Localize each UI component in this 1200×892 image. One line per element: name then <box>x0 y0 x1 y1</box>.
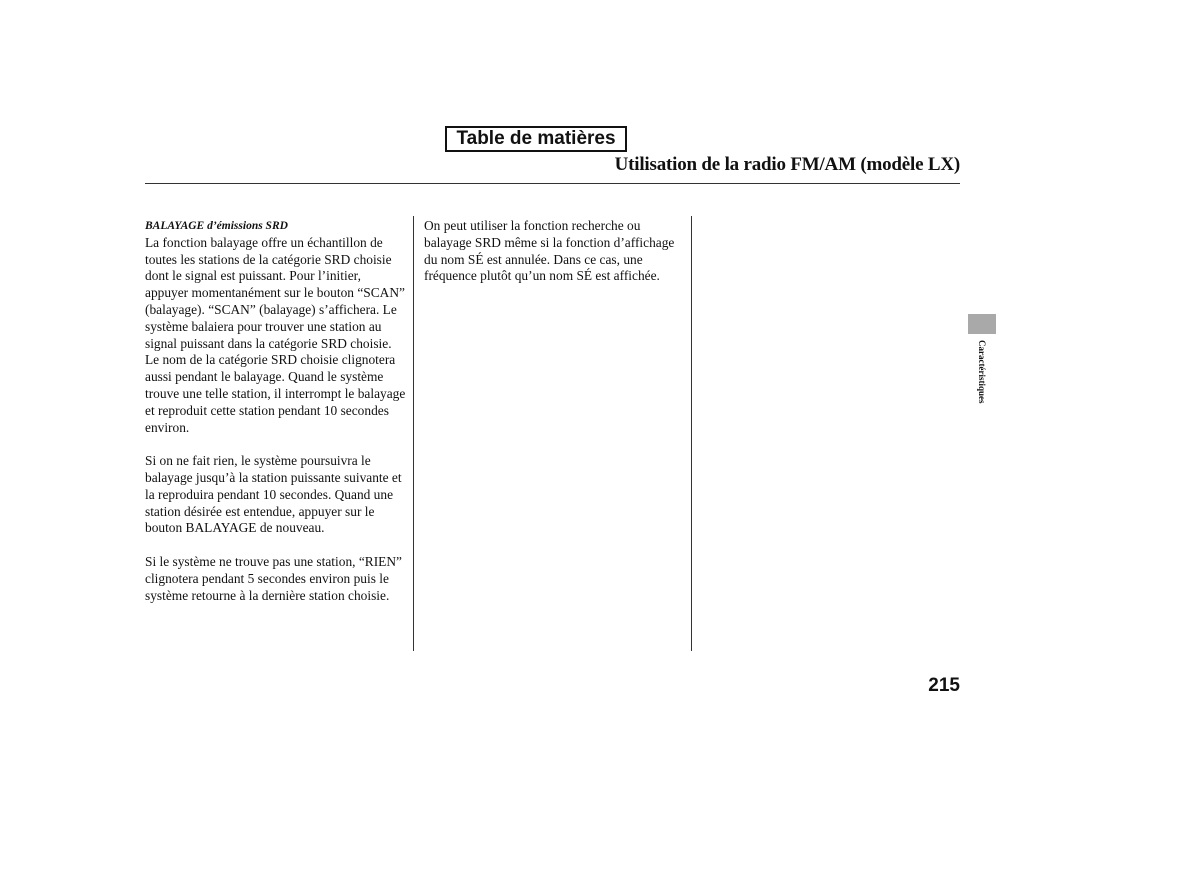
section-tab-label: Caractéristiques <box>977 340 987 404</box>
middle-column <box>424 218 686 302</box>
column-divider-left <box>413 216 414 651</box>
left-column <box>145 218 407 621</box>
page-number: 215 <box>928 675 960 696</box>
column-divider-right <box>691 216 692 651</box>
paragraph: On peut utiliser la fonction recherche ou balayage SRD même si la fonction d’affichage du nom SÉ est annulée. Dans ce cas, une fréquence plutôt qu’un nom SÉ est affichée. <box>424 218 675 284</box>
table-of-contents-button[interactable]: Table de matières <box>445 126 627 152</box>
section-tab-marker[interactable] <box>968 314 996 334</box>
title-divider <box>145 183 960 184</box>
section-heading: BALAYAGE d’émissions SRD <box>145 220 288 232</box>
paragraph: Si on ne fait rien, le système poursuivra le balayage jusqu’à la station puissante suivante et la reproduira pendant 10 secondes. Quand une station désirée est entendue, appuyer sur le bouton BALAYAGE de nouveau. <box>145 453 402 536</box>
paragraph: Si le système ne trouve pas une station, “RIEN” clignotera pendant 5 secondes environ puis le système retourne à la dernière station choisie. <box>145 553 402 603</box>
paragraph: La fonction balayage offre un échantillon de toutes les stations de la catégorie SRD choisie dont le signal est puissant. Pour l’initier, appuyer momentanément sur le bouton “SCAN” (balayage). “SCAN” (balayage) s’affichera. Le système balaiera pour trouver une station au signal puissant dans la catégorie SRD choisie. Le nom de la catégorie SRD choisie clignotera aussi pendant le balayage. Quand le système trouve une telle station, il interrompt le balayage et reproduit cette station pendant 10 secondes environ. <box>145 234 406 435</box>
page-title: Utilisation de la radio FM/AM (modèle LX) <box>614 154 960 175</box>
